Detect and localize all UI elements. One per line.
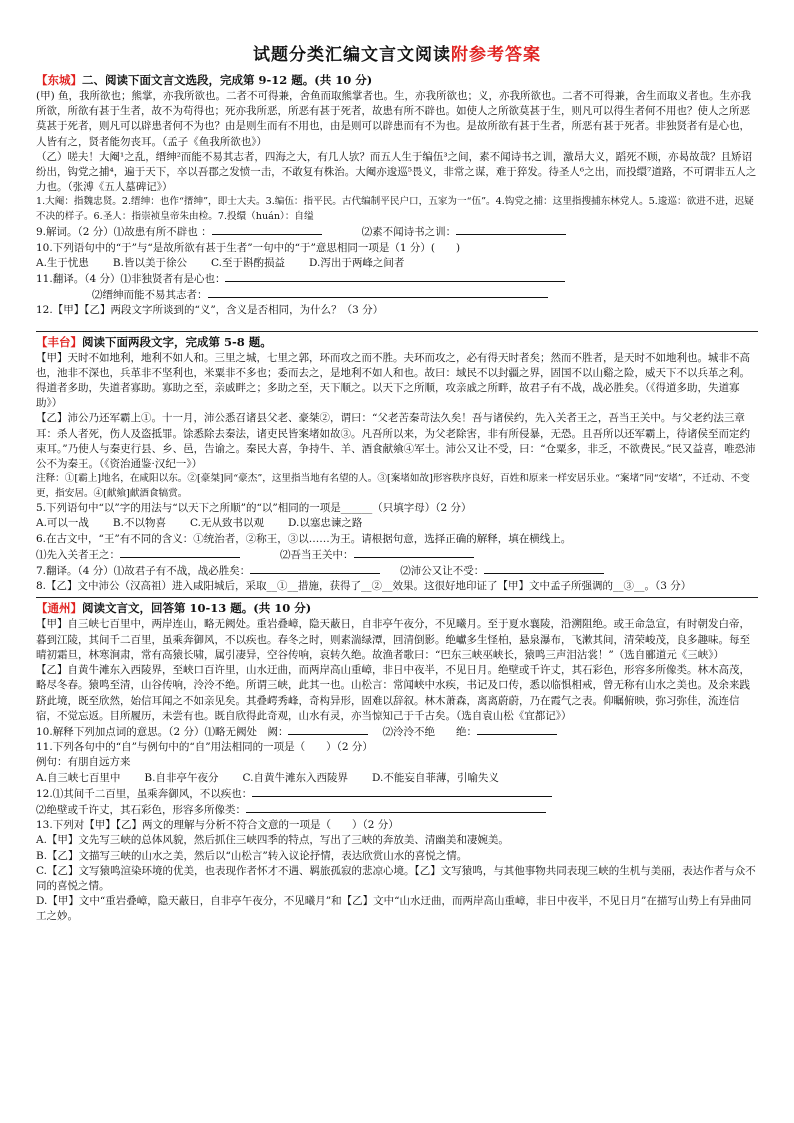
question-text: 7.翻译。（4 分）⑴故君子有不战，战必胜矣： — [36, 565, 251, 578]
answer-blank[interactable] — [120, 547, 240, 558]
answer-blank[interactable] — [252, 786, 552, 797]
section-heading — [36, 72, 758, 89]
option-a[interactable]: A.生于忧患 — [36, 256, 89, 269]
section-tongzhou — [36, 600, 758, 924]
question-text: ⑵绝壁或千许丈，其石彩色，形容多所像类： — [36, 803, 246, 816]
title-accent: 附参考答案 — [451, 45, 541, 65]
option-a[interactable]: A.自三峡七百里中 — [36, 771, 121, 784]
question-text: ⑵吾当王关中： — [280, 548, 354, 561]
option-d[interactable]: D.泻出于两峰之间者 — [308, 256, 405, 269]
question-10: 10.下列语句中的“于”与“是故所欲有甚于生者”一句中的“于”意思相同一项是（1 分）( ) — [36, 241, 461, 254]
question-9 — [36, 224, 758, 240]
question-8: 8.【乙】文中沛公（汉高祖）进入咸阳城后，采取__①__措施，获得了__②__效果。这很好地印证了【甲】文中孟子所强调的__③__。（3 分） — [36, 580, 692, 593]
question-11 — [36, 271, 758, 287]
answer-blank[interactable] — [484, 563, 604, 574]
option-b[interactable]: B.不以物喜 — [112, 517, 166, 530]
passage-yi: 【乙】沛公乃还军霸上①。十一月，沛公悉召诸县父老、豪桀②，谓曰：“父老苦秦苛法久矣！吾与诸侯约，先入关者王之，吾当王关中。与父老约法三章耳：杀人者死，伤人及盗抵罪。馀悉除去秦法，诸吏民皆案堵如故③。凡吾所以来，为父老除害，非有所侵暴，无恐。且吾所以还军霸上，待诸侯至而定约束耳。”乃使人与秦吏行县、乡、邑，告谕之。秦民大喜，争持牛、羊、酒食献飨④军士。沛公又让不受，曰：“仓粟多，非乏，不欲费民。”民又益喜，唯恐沛公不为秦王。（《资治通鉴·汉纪一》） — [36, 412, 756, 471]
answer-blank[interactable] — [246, 802, 546, 813]
question-7 — [36, 563, 758, 579]
question-5-options — [36, 516, 758, 531]
answer-blank[interactable] — [288, 724, 368, 735]
option-a[interactable]: A.可以一战 — [36, 517, 89, 530]
question-11-options — [36, 771, 758, 786]
question-11: 11.下列各句中的“自”与例句中的“自”用法相同的一项是（ ）（2 分） — [36, 741, 373, 754]
answer-blank[interactable] — [456, 224, 566, 235]
region-tag: 【东城】 — [36, 73, 82, 87]
question-13: 13.下列对【甲】【乙】两文的理解与分析不符合文意的一项是（ ）（2 分） — [36, 819, 399, 832]
option-c[interactable]: C.无从致书以观 — [189, 517, 264, 530]
section-heading — [36, 334, 758, 351]
passage-yi: 【乙】自黄牛滩东入西陵界，至峡口百许里，山水迂曲，而两岸高山重嶂，非日中夜半，不见日月。绝壁或千许丈，其石彩色，形容多所像类。林木高茂，略尽冬春。猿鸣至清，山谷传响，泠泠不绝。所谓三峡，此其一也。山松言：常闻峡中水疾，书记及口传，悉以临惧相戒，曾无称有山水之美也。及余来践跻此境，既至欣然，始信耳闻之不如亲见矣。其叠崿秀峰，奇构异形，固难以辞叙。林木萧森，离离蔚蔚，乃在霞气之表。仰瞩俯映，弥习弥佳，流连信宿，不觉忘返。目所履历，未尝有也。既自欣得此奇观，山水有灵，亦当惊知己于千古矣。（选自袁山松《宜都记》） — [36, 664, 750, 722]
question-text: 9.解词。（2 分）⑴故患有所不辟也 ： — [36, 226, 212, 239]
option-d[interactable]: D.【甲】文中“重岩叠嶂，隐天蔽日，自非亭午夜分，不见曦月”和【乙】文中“山水迂曲，而两岸高山重嶂，非日中夜半，不见日月”在描写山势上有异曲同工之妙。 — [36, 895, 752, 923]
answer-blank[interactable] — [250, 563, 380, 574]
region-tag: 【丰台】 — [36, 334, 82, 349]
question-text: 10.解释下列加点词的意思。（2 分）⑴略无阙处 阙： — [36, 725, 289, 738]
answer-blank[interactable] — [212, 224, 322, 235]
option-c[interactable]: C.【乙】文写猿鸣渲染环境的优美，也表现作者怀才不遇、羁旅孤寂的悲凉心境。【乙】文写猿鸣，与其他事物共同表现三峡的生机与美丽，表达作者与众不同的喜悦之情。 — [36, 864, 756, 892]
question-text: 12.⑴其间千二百里，虽乘奔御风，不以疾也： — [36, 787, 253, 800]
section-divider — [36, 597, 758, 598]
question-12b — [36, 802, 758, 818]
question-12: 12.【甲】【乙】两段文字所谈到的“义”，含义是否相同，为什么？（3 分） — [36, 304, 384, 317]
option-d[interactable]: D.以塞忠谏之路 — [287, 517, 363, 530]
answer-blank[interactable] — [354, 547, 474, 558]
option-c[interactable]: C.至于斟酌损益 — [210, 256, 285, 269]
question-12a — [36, 786, 758, 802]
passage-jia: 【甲】自三峡七百里中，两岸连山，略无阙处。重岩叠嶂，隐天蔽日，自非亭午夜分，不见曦月。至于夏水襄陵，沿溯阻绝。或王命急宣，有时朝发白帝，暮到江陵，其间千二百里，虽乘奔御风，不以疾也。春冬之时，则素湍绿潭，回清倒影。绝巘多生怪柏，悬泉瀑布，飞漱其间，清荣峻茂，良多趣味。每至晴初霜旦，林寒涧肃，常有高猿长啸，属引凄异，空谷传响，哀转久绝。故渔者歌曰：“巴东三峡巫峡长，猿鸣三声泪沾裳！”（选自郦道元《三峡》） — [36, 618, 750, 661]
heading-text: 阅读文言文，回答第 10-13 题。(共 10 分) — [82, 601, 312, 616]
annotations: 1.大阉：指魏忠贤。2.缙绅：也作“搢绅”，即士大夫。3.编伍：指平民。古代编制平民户口，五家为一“伍”。4.钩党之捕：这里指搜捕东林党人。5.逡巡：欲进不进，迟疑不决的样子。6.圣人：指崇祯皇帝朱由检。7.投缳（huán）：自缢 — [36, 196, 754, 222]
question-11b — [36, 287, 758, 303]
question-text: ⑵沛公又让不受： — [400, 565, 485, 578]
heading-text: 二、阅读下面文言文选段，完成第 9-12 题。(共 10 分) — [82, 73, 373, 87]
section-dongcheng — [36, 72, 758, 332]
answer-line[interactable] — [36, 331, 758, 332]
answer-blank[interactable] — [208, 287, 548, 298]
question-10-options — [36, 256, 758, 271]
answer-blank[interactable] — [225, 271, 565, 282]
annotations: 注释：①[霸上]地名，在咸阳以东。②[豪桀]同“豪杰”，这里指当地有名望的人。③[案堵如故]形容秩序良好，百姓和原来一样安居乐业。“案堵”同“安堵”，不迁动、不变更，指安居。④[献飨]献酒食犒赏。 — [36, 473, 750, 499]
section-fengtai — [36, 334, 758, 599]
passage-jia: 【甲】天时不如地利，地利不如人和。三里之城，七里之郭，环而攻之而不胜。夫环而攻之，必有得天时者矣；然而不胜者，是天时不如地利也。城非不高也，池非不深也，兵革非不坚利也，米粟非不多也；委而去之，是地利不如人和也。故曰：域民不以封疆之界，固国不以山谿之险，威天下不以兵革之利。得道者多助，失道者寡助。寡助之至，亲戚畔之；多助之至，天下顺之。以天下之所顺，攻亲戚之所畔，故君子有不战，战必胜矣。（《得道多助，失道寡助》） — [36, 351, 750, 410]
option-d[interactable]: D.不能妄自菲薄，引喻失义 — [371, 771, 499, 784]
question-text: ⑵缙绅而能不易其志者： — [92, 289, 208, 302]
question-5: 5.下列语句中“以”字的用法与“以天下之所顺”的“以”相同的一项是______（只填字母）（2 分） — [36, 502, 472, 515]
option-c[interactable]: C.自黄牛滩东入西陵界 — [242, 771, 348, 784]
question-text: ⑵素不闻诗书之训： — [361, 226, 457, 239]
question-text: ⑴先入关者王之： — [36, 548, 120, 561]
heading-text: 阅读下面两段文字，完成第 5-8 题。 — [82, 334, 272, 349]
title-main: 试题分类汇编文言文阅读 — [253, 45, 451, 65]
section-heading — [36, 600, 758, 617]
question-text: 11.翻译。（4 分）⑴非独贤者有是心也： — [36, 273, 226, 286]
option-b[interactable]: B.自非亭午夜分 — [144, 771, 219, 784]
option-a[interactable]: A.【甲】文先写三峡的总体风貌，然后抓住三峡四季的特点，写出了三峡的奔放美、清幽美和凄婉美。 — [36, 834, 509, 847]
answer-blank[interactable] — [477, 724, 557, 735]
option-b[interactable]: B.【乙】文描写三峡的山水之美，然后以“山松言”转入议论抒情，表达欣赏山水的喜悦之情。 — [36, 849, 468, 862]
option-b[interactable]: B.皆以美于徐公 — [112, 256, 187, 269]
question-6-blanks — [36, 547, 758, 563]
question-text: ⑵泠泠不绝 绝： — [382, 725, 477, 738]
question-6: 6.在古文中，“王”有不同的含义：①统治者，②称王，③以……为王。请根据句意，选择正确的解释，填在横线上。 — [36, 532, 572, 545]
passage-yi: （乙）嗟夫！大阉¹之乱，缙绅²而能不易其志者，四海之大，有几人欤？而五人生于编伍³之间，素不闻诗书之训，激昂大义，蹈死不顾，亦曷故哉？且矫诏纷出，钩党之捕⁴，遍于天下，卒以吾郡之发愤一击，不敢复有株治。大阉亦逡巡⁵畏义，非常之谋，难于猝发。待圣人⁶之出，而投缳⁷道路，不可谓非五人之力也。（张溥《五人墓碑记》） — [36, 150, 757, 194]
question-10 — [36, 724, 758, 740]
region-tag: 【通州】 — [36, 601, 82, 616]
page-title — [36, 42, 758, 68]
passage-jia: (甲) 鱼，我所欲也；熊掌，亦我所欲也。二者不可得兼，舍鱼而取熊掌者也。生，亦我所欲也；义，亦我所欲也。二者不可得兼，舍生而取义者也。生亦我所欲，所欲有甚于生者，故不为苟得也；死亦我所恶，所恶有甚于死者，故患有所不辟也。如使人之所欲莫甚于生，则凡可以得生者何不用也？使人之所恶莫甚于死者，则凡可以辟患者何不为也？由是则生而有不用也，由是则可以辟患而有不为也。是故所欲有甚于生者，所恶有甚于死者。非独贤者有是心也，人皆有之，贤者能勿丧耳。（孟子《鱼我所欲也》） — [36, 90, 752, 148]
question-11-example: 例句：有朋自远方来 — [36, 756, 131, 769]
